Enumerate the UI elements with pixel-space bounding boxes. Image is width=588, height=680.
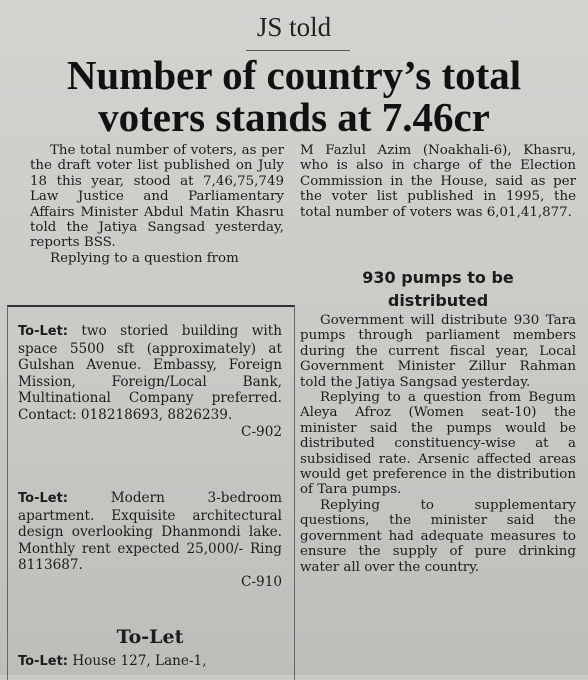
classified-ad	[18, 653, 282, 671]
pumps-story	[300, 313, 576, 575]
pumps-paragraph: Replying to a question from Begum Aleya Afroz (Women seat-10) the minister said the pumps would be distributed constituency-wise at a subsidised rate. Arsenic affected areas would get preference in the distribution of Tara pumps.	[300, 390, 576, 498]
ad-code: C-902	[241, 423, 282, 440]
ad-lead: To-Let:	[18, 324, 68, 339]
story-left-column	[30, 143, 284, 266]
ad-code: C-910	[241, 573, 282, 590]
pumps-subhead	[300, 266, 576, 312]
headline-line-2: voters stands at 7.46cr	[98, 94, 490, 140]
classified-ad	[18, 323, 282, 440]
classified-ad	[18, 490, 282, 591]
classified-heading: To-Let	[116, 626, 184, 648]
ad-lead: To-Let:	[18, 654, 68, 669]
story-paragraph: M Fazlul Azim (Noakhali-6), Khasru, who is also in charge of the Election Commission in the House, said as per the voter list published in 1995, the total number of voters was 6,01,41,877.	[300, 143, 576, 220]
pumps-paragraph: Replying to supplementary questions, the minister said the government had adequate measures to ensure the supply of pure drinking water all over the country.	[300, 497, 576, 575]
ad-lead: To-Let:	[18, 491, 68, 506]
headline-line-1: Number of country’s total	[66, 52, 522, 98]
ad-body: House 127, Lane-1,	[72, 653, 207, 669]
ad-body: two storied building with space 5500 sft (approximately) at Gulshan Avenue. Embassy, Foreign Mission, Foreign/Local Bank, Multinational Company preferred. Contact: 018218693, 8826239.	[18, 323, 282, 423]
story-paragraph: Replying to a question from	[50, 250, 239, 266]
headline	[8, 54, 580, 138]
story-paragraph: The total number of voters, as per the draft voter list published on July 18 this year, stood at 7,46,75,749 Law Justice and Parliamentary Affairs Minister Abdul Matin Khasru told the Jatiya Sangsad yesterday, reports BSS.	[30, 143, 284, 251]
ad-body: Modern 3-bedroom apartment. Exquisite architectural design overlooking Dhanmondi lake. Monthly rent expected 25,000/- Ring 8113687.	[18, 490, 282, 574]
story-right-column	[300, 143, 576, 220]
kicker: JS told	[256, 12, 332, 42]
pumps-paragraph: Government will distribute 930 Tara pumps through parliament members during the current fiscal year, Local Government Minister Zillur Rahman told the Jatiya Sangsad yesterday.	[300, 313, 576, 390]
pumps-subhead-line-2: distributed	[387, 291, 489, 310]
kicker-rule	[246, 50, 350, 51]
pumps-subhead-line-1: 930 pumps to be	[362, 268, 514, 287]
